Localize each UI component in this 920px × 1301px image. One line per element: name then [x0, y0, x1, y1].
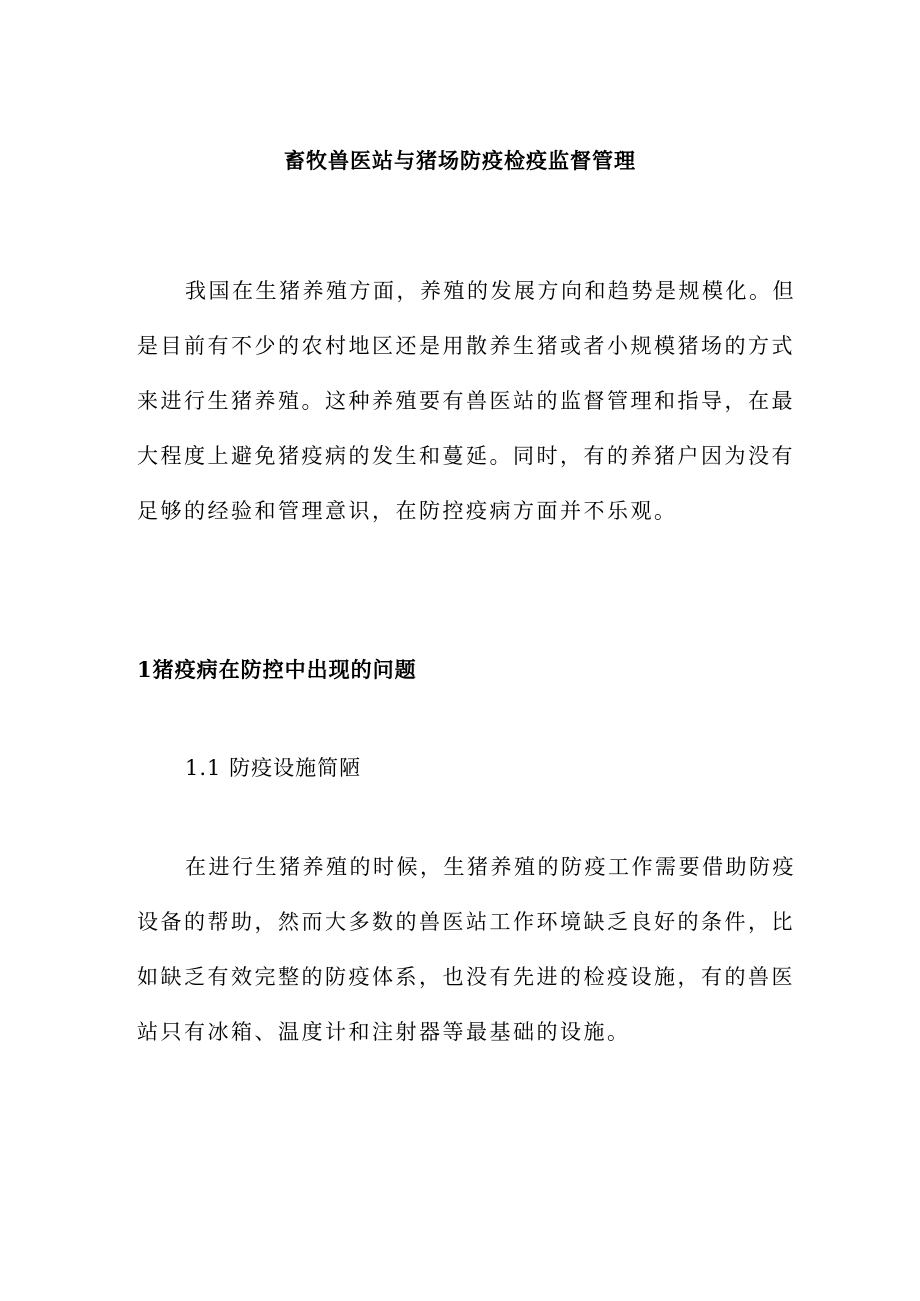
- section-heading: 1猪疫病在防控中出现的问题: [137, 657, 417, 682]
- paragraph-line: 我国在生猪养殖方面，养殖的发展方向和趋势是规模化。但: [185, 279, 796, 303]
- paragraph-line: 在进行生猪养殖的时候，生猪养殖的防疫工作需要借助防疫: [185, 855, 796, 879]
- paragraph-line: 足够的经验和管理意识，在防控疫病方面并不乐观。: [137, 499, 678, 523]
- paragraph-intro: [137, 264, 796, 539]
- paragraph-line: 设备的帮助，然而大多数的兽医站工作环境缺乏良好的条件，比: [137, 910, 795, 934]
- paragraph-line: 大程度上避免猪疫病的发生和蔓延。同时，有的养猪户因为没有: [137, 444, 795, 468]
- paragraph-line: 来进行生猪养殖。这种养殖要有兽医站的监督管理和指导，在最: [137, 389, 795, 413]
- document-title: 畜牧兽医站与猪场防疫检疫监督管理: [284, 148, 636, 173]
- subsection-heading: 1.1 防疫设施简陋: [185, 756, 362, 780]
- paragraph-line: 是目前有不少的农村地区还是用散养生猪或者小规模猪场的方式: [137, 334, 795, 358]
- paragraph-line: 站只有冰箱、温度计和注射器等最基础的设施。: [137, 1020, 631, 1044]
- paragraph-facilities: [137, 840, 796, 1060]
- paragraph-line: 如缺乏有效完整的防疫体系，也没有先进的检疫设施，有的兽医: [137, 965, 795, 989]
